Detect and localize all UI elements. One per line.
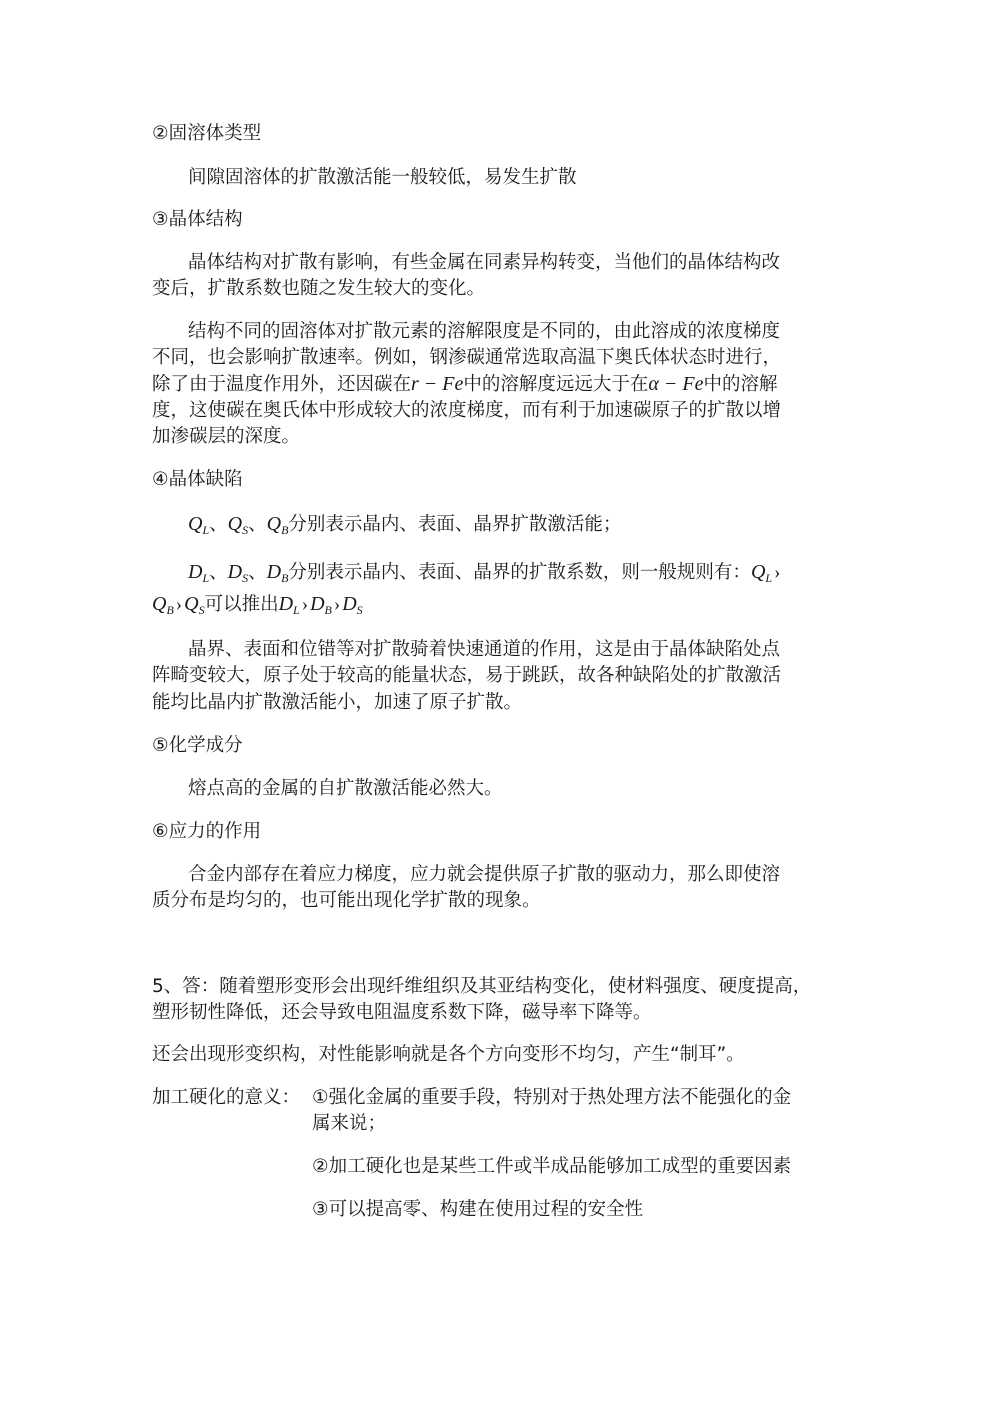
sep: 、 (248, 562, 267, 583)
paragraph-line: 合金内部存在着应力梯度，应力就会提供原子扩散的驱动力，那么即使溶 (188, 864, 781, 885)
math-d-b: $D_B$ (266, 561, 289, 585)
list-item: 属来说； (312, 1113, 387, 1134)
math-q-s: $Q_S$ (227, 513, 249, 537)
paragraph-line: 阵畸变较大，原子处于较高的能量状态，易于跳跃，故各种缺陷处的扩散激活 (152, 665, 782, 686)
text: 除了由于温度作用外，还因碳在 (152, 374, 412, 395)
sep: 、 (209, 562, 228, 583)
list-item: ③可以提高零、构建在使用过程的安全性 (312, 1199, 644, 1220)
paragraph-line: 不同，也会影响扩散速率。例如，钢渗碳通常选取高温下奥氏体状态时进行， (152, 347, 782, 368)
math-d-b: $D_B$ (310, 593, 332, 617)
math-line-inference (152, 591, 363, 617)
paragraph-line: 结构不同的固溶体对扩散元素的溶解限度是不同的，由此溶成的浓度梯度 (188, 321, 781, 342)
answer-5-line: 塑形韧性降低，还会导致电阻温度系数下降，磁导率下降等。 (152, 1002, 652, 1023)
gt: › (301, 594, 309, 615)
heading-solid-solution-type: ②固溶体类型 (152, 123, 262, 144)
math-d-s: $D_S$ (227, 561, 249, 585)
math-line-d (188, 559, 782, 585)
text: 可以推出 (204, 594, 279, 615)
gt: › (175, 594, 183, 615)
math-alpha-fe: α − Fe (648, 373, 704, 395)
paragraph-line: 变后，扩散系数也随之发生较大的变化。 (152, 278, 486, 299)
math-d-l: $D_L$ (278, 593, 300, 617)
paragraph-line: 加渗碳层的深度。 (152, 426, 301, 447)
sep: 、 (209, 514, 228, 535)
math-line-q (188, 511, 621, 537)
paragraph-line: 晶界、表面和位错等对扩散骑着快速通道的作用，这是由于晶体缺陷处点 (188, 639, 781, 660)
math-d-l: $D_L$ (188, 561, 210, 585)
texture-paragraph: 还会出现形变织构，对性能影响就是各个方向变形不均匀，产生“制耳”。 (152, 1044, 745, 1065)
gt: › (774, 562, 781, 583)
text: 分别表示晶内、表面、晶界扩散激活能； (288, 514, 622, 535)
math-d-s: $D_S$ (342, 593, 363, 617)
work-hardening-label: 加工硬化的意义： (152, 1087, 301, 1108)
heading-crystal-defects: ④晶体缺陷 (152, 469, 243, 490)
heading-chemical-composition: ⑤化学成分 (152, 735, 243, 756)
paragraph-line: 晶体结构对扩散有影响，有些金属在同素异构转变，当他们的晶体结构改 (188, 252, 781, 273)
math-gamma-fe: r − Fe (411, 373, 464, 395)
math-q-b: $Q_B$ (152, 593, 174, 617)
text: 分别表示晶内、表面、晶界的扩散系数，则一般规则有： (288, 562, 751, 583)
text: 中的溶解 (703, 374, 778, 395)
math-q-l: $Q_L$ (188, 513, 210, 537)
paragraph-line (152, 371, 778, 397)
math-q-b: $Q_B$ (266, 513, 289, 537)
sep: 、 (248, 514, 267, 535)
gt: › (333, 594, 341, 615)
paragraph-line: 度，这使碳在奥氏体中形成较大的浓度梯度，而有利于加速碳原子的扩散以增 (152, 400, 782, 421)
answer-5-line: 5、答：随着塑形变形会出现纤维组织及其亚结构变化，使材料强度、硬度提高， (152, 976, 812, 997)
paragraph: 间隙固溶体的扩散激活能一般较低，易发生扩散 (188, 167, 577, 188)
heading-stress: ⑥应力的作用 (152, 821, 262, 842)
list-item: ①强化金属的重要手段，特别对于热处理方法不能强化的金 (312, 1087, 792, 1108)
paragraph-line: 质分布是均匀的，也可能出现化学扩散的现象。 (152, 890, 541, 911)
math-q-s: $Q_S$ (184, 593, 205, 617)
list-item: ②加工硬化也是某些工件或半成品能够加工成型的重要因素 (312, 1156, 792, 1177)
text: 中的溶解度远远大于在 (463, 374, 649, 395)
heading-crystal-structure: ③晶体结构 (152, 209, 243, 230)
math-q-l: $Q_L$ (750, 561, 773, 585)
paragraph: 熔点高的金属的自扩散激活能必然大。 (188, 778, 503, 799)
paragraph-line: 能均比晶内扩散激活能小，加速了原子扩散。 (152, 692, 523, 713)
